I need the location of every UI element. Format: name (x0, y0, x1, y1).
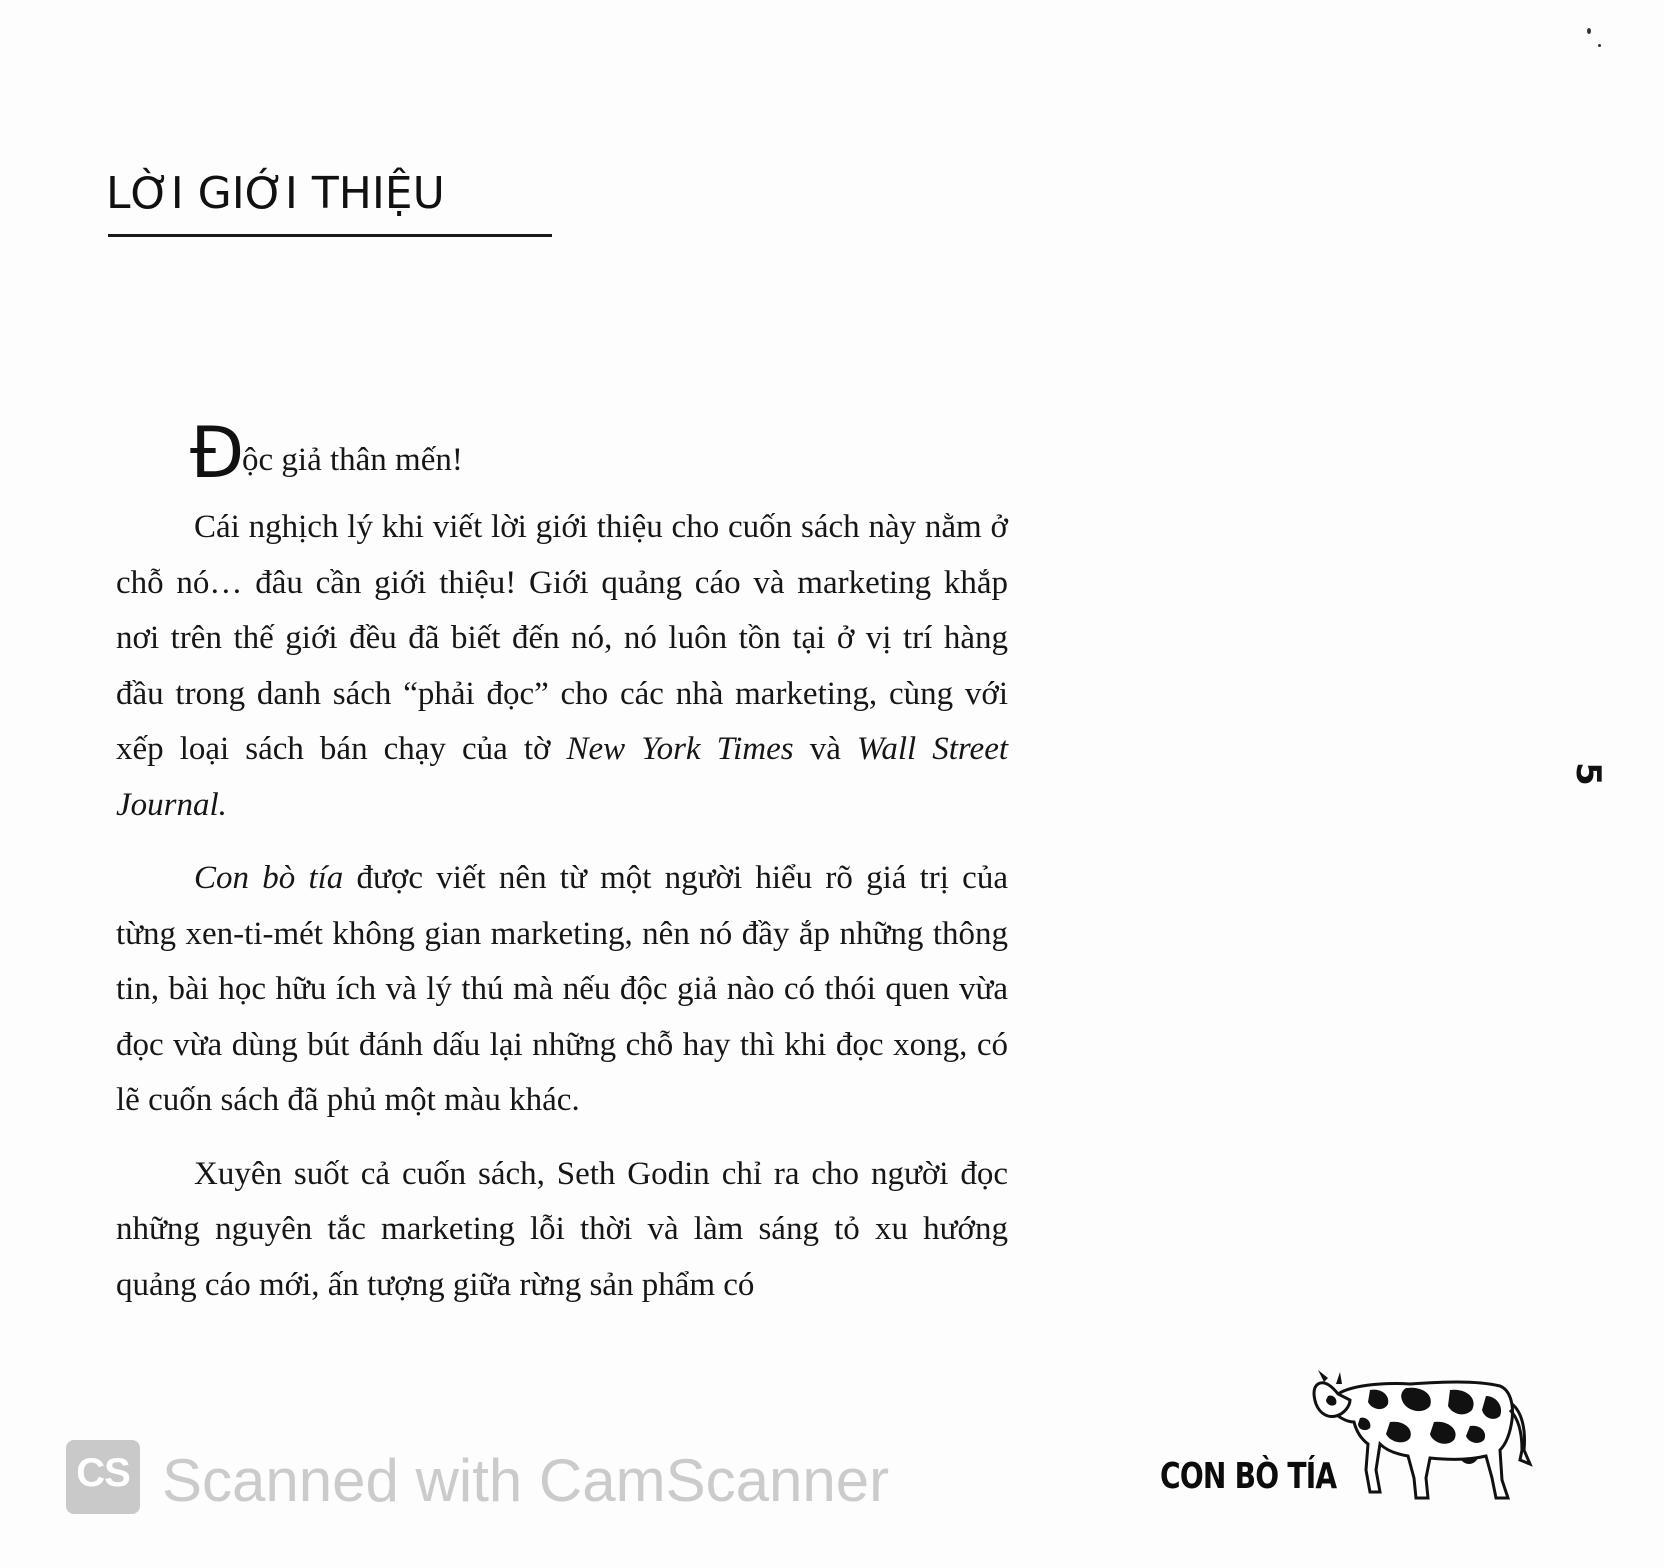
book-logo (1160, 1360, 1540, 1510)
book-logo-text: CON BÒ TÍA (1160, 1456, 1337, 1497)
text-segment: và (793, 731, 857, 767)
camscanner-watermark-text: Scanned with CamScanner (162, 1447, 890, 1514)
heading-underline (108, 234, 552, 237)
salutation-text: ộc giả thân mến! (242, 442, 463, 478)
chapter-heading: LỜI GIỚI THIỆU (106, 168, 445, 219)
body-text (116, 412, 1009, 1331)
page-number: 5 (1567, 762, 1608, 786)
italic-text-segment: Wall Street Journal. (116, 731, 1009, 823)
text-segment: được viết nên từ một người hiểu rõ giá trị của từng xen-ti-mét không gian marketing, nên nó đầy ắp những thông tin, bài học hữu ích và lý thú mà nếu độc giả nào có thói quen vừa đọc vừa dùng bút đánh dấu lại những chỗ hay thì khi đọc xong, có lẽ cuốn sách đã phủ một màu khác. (116, 860, 1008, 1118)
paragraph-1 (116, 500, 1008, 833)
scan-speck (1587, 28, 1591, 34)
dropcap-letter: Đ (190, 412, 245, 494)
camscanner-badge-letters: CS (76, 1450, 130, 1495)
scan-speck (1598, 44, 1601, 47)
cow-icon (1310, 1360, 1540, 1508)
text-segment: Xuyên suốt cả cuốn sách, Seth Godin chỉ ra cho người đọc những nguyên tắc marketing lỗi thời và làm sáng tỏ xu hướng quảng cáo mới, ấn tượng giữa rừng sản phẩm có (116, 1155, 1008, 1303)
text-segment: Cái nghịch lý khi viết lời giới thiệu cho cuốn sách này nằm ở chỗ nó… đâu cần giới thiệu! Giới quảng cáo và marketing khắp nơi trên thế giới đều đã biết đến nó, nó luôn tồn tại ở vị trí hàng đầu trong danh sách “phải đọc” cho các nhà marketing, cùng với xếp loại sách bán chạy của tờ (116, 509, 1008, 767)
paragraph-3 (116, 1147, 1008, 1314)
italic-text-segment: Con bò tía (194, 860, 344, 896)
italic-text-segment: New York Times (566, 731, 794, 767)
paragraph-2 (116, 851, 1008, 1129)
salutation (190, 412, 1008, 494)
camscanner-badge-icon (66, 1440, 140, 1514)
